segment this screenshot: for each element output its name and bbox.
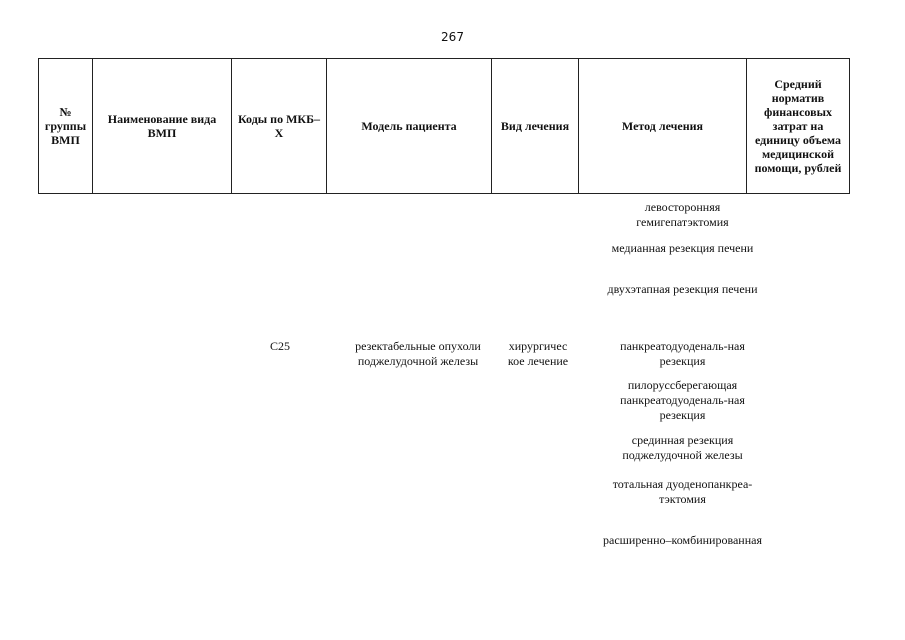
page-number: 267 — [441, 30, 464, 44]
method-pylorus-preserving-resection: пилоруссберегающая панкреатодуоденаль-ная резекция — [620, 378, 745, 422]
method-left-hemihepatectomy: левосторонняя гемигепатэктомия — [636, 200, 729, 229]
header-vmp-name: Наименование вида ВМП — [93, 59, 232, 194]
patient-model: резектабельные опухоли поджелудочной железы — [355, 339, 481, 368]
method-median-pancreas-resection: срединная резекция поджелудочной железы — [622, 433, 743, 462]
header-treatment-method: Метод лечения — [579, 59, 747, 194]
icd-code: C25 — [269, 339, 290, 353]
treatment-type: хирургичес кое лечение — [507, 339, 569, 368]
header-icd-codes: Коды по МКБ–Х — [232, 59, 327, 194]
method-median-liver-resection: медианная резекция печени — [611, 241, 754, 255]
header-average-cost: Средний норматив финансовых затрат на единицу объема медицинской помощи, рублей — [747, 59, 850, 194]
header-treatment-type: Вид лечения — [492, 59, 579, 194]
method-pancreatoduodenal-resection: панкреатодуоденаль-ная резекция — [620, 339, 745, 368]
header-group-number: № группы ВМП — [39, 59, 93, 194]
method-two-stage-liver-resection: двухэтапная резекция печени — [607, 282, 758, 296]
method-total-duodenopancreatectomy: тотальная дуоденопанкреа-тэктомия — [612, 477, 753, 506]
table-header — [38, 58, 850, 194]
method-extended-combined: расширенно–комбинированная — [603, 533, 762, 547]
header-patient-model: Модель пациента — [327, 59, 492, 194]
